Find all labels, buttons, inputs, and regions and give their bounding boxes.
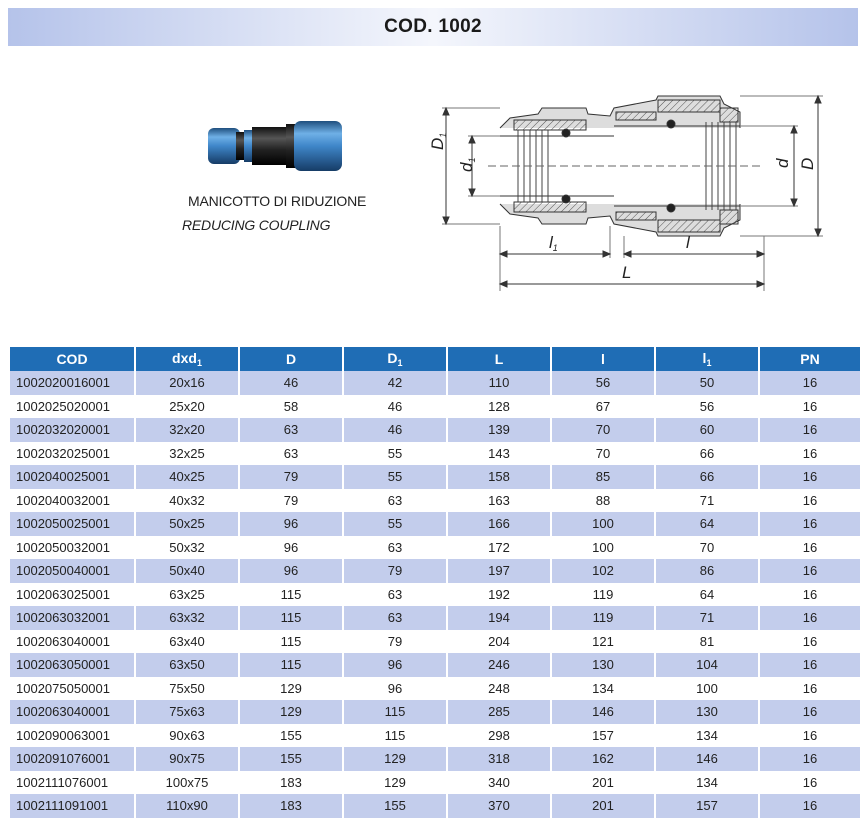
table-cell: 55 <box>344 442 446 466</box>
table-cell: 64 <box>656 512 758 536</box>
table-cell: 71 <box>656 606 758 630</box>
table-cell: 146 <box>552 700 654 724</box>
table-cell: 1002050025001 <box>10 512 134 536</box>
table-cell: 16 <box>760 418 860 442</box>
table-cell: 1002040025001 <box>10 465 134 489</box>
table-cell: 79 <box>240 465 342 489</box>
table-cell: 96 <box>240 559 342 583</box>
table-cell: 340 <box>448 771 550 795</box>
table-cell: 56 <box>656 395 758 419</box>
table-cell: 16 <box>760 583 860 607</box>
column-header: COD <box>10 347 134 371</box>
table-cell: 85 <box>552 465 654 489</box>
table-cell: 16 <box>760 653 860 677</box>
table-cell: 121 <box>552 630 654 654</box>
table-cell: 100 <box>552 536 654 560</box>
table-cell: 46 <box>240 371 342 395</box>
product-name-en: REDUCING COUPLING <box>182 217 331 233</box>
table-cell: 1002020016001 <box>10 371 134 395</box>
table-cell: 102 <box>552 559 654 583</box>
table-cell: 129 <box>344 771 446 795</box>
table-cell: 55 <box>344 512 446 536</box>
table-cell: 60 <box>656 418 758 442</box>
table-cell: 115 <box>240 606 342 630</box>
table-cell: 16 <box>760 465 860 489</box>
table-cell: 96 <box>344 653 446 677</box>
table-cell: 66 <box>656 442 758 466</box>
table-cell: 25x20 <box>136 395 238 419</box>
table-cell: 63 <box>344 606 446 630</box>
table-cell: 183 <box>240 794 342 818</box>
table-header-row <box>10 347 860 371</box>
table-row <box>10 489 860 513</box>
table-cell: 75x63 <box>136 700 238 724</box>
table-cell: 157 <box>656 794 758 818</box>
table-row <box>10 794 860 818</box>
product-photo <box>206 118 346 173</box>
table-row <box>10 395 860 419</box>
table-cell: 70 <box>552 442 654 466</box>
table-cell: 285 <box>448 700 550 724</box>
table-cell: 119 <box>552 583 654 607</box>
table-cell: 63 <box>240 442 342 466</box>
table-cell: 81 <box>656 630 758 654</box>
table-cell: 119 <box>552 606 654 630</box>
table-cell: 201 <box>552 794 654 818</box>
table-cell: 42 <box>344 371 446 395</box>
table-cell: 110 <box>448 371 550 395</box>
column-header: D <box>240 347 342 371</box>
column-header: PN <box>760 347 860 371</box>
column-header: $l_1$ <box>656 347 758 371</box>
table-cell: 318 <box>448 747 550 771</box>
table-cell: 134 <box>656 724 758 748</box>
table-cell: 115 <box>240 583 342 607</box>
table-cell: 1002111091001 <box>10 794 134 818</box>
table-row <box>10 418 860 442</box>
table-cell: 96 <box>240 536 342 560</box>
table-cell: 79 <box>344 559 446 583</box>
table-row <box>10 677 860 701</box>
table-cell: 88 <box>552 489 654 513</box>
table-cell: 1002090063001 <box>10 724 134 748</box>
table-cell: 1002040032001 <box>10 489 134 513</box>
table-cell: 63 <box>344 583 446 607</box>
table-row <box>10 771 860 795</box>
table-cell: 115 <box>344 700 446 724</box>
table-cell: 66 <box>656 465 758 489</box>
table-cell: 16 <box>760 442 860 466</box>
table-cell: 16 <box>760 395 860 419</box>
table-cell: 16 <box>760 489 860 513</box>
table-cell: 197 <box>448 559 550 583</box>
column-header: $D_1$ <box>344 347 446 371</box>
table-cell: 90x75 <box>136 747 238 771</box>
table-cell: 115 <box>344 724 446 748</box>
dim-label-D1: $D_1$ <box>428 132 448 150</box>
page-title: COD. 1002 <box>384 16 482 37</box>
table-cell: 110x90 <box>136 794 238 818</box>
table-cell: 194 <box>448 606 550 630</box>
table-cell: 1002075050001 <box>10 677 134 701</box>
table-cell: 129 <box>344 747 446 771</box>
table-cell: 146 <box>656 747 758 771</box>
table-cell: 16 <box>760 630 860 654</box>
table-cell: 79 <box>240 489 342 513</box>
table-cell: 1002050032001 <box>10 536 134 560</box>
table-cell: 1002050040001 <box>10 559 134 583</box>
table-row <box>10 512 860 536</box>
table-cell: 46 <box>344 395 446 419</box>
table-cell: 16 <box>760 700 860 724</box>
table-cell: 134 <box>552 677 654 701</box>
dim-label-d1: $d_1$ <box>457 157 477 172</box>
table-cell: 370 <box>448 794 550 818</box>
table-cell: 130 <box>552 653 654 677</box>
table-cell: 201 <box>552 771 654 795</box>
table-cell: 155 <box>240 724 342 748</box>
table-row <box>10 442 860 466</box>
table-cell: 40x25 <box>136 465 238 489</box>
table-cell: 67 <box>552 395 654 419</box>
table-cell: 96 <box>344 677 446 701</box>
table-cell: 50x40 <box>136 559 238 583</box>
table-cell: 40x32 <box>136 489 238 513</box>
table-cell: 90x63 <box>136 724 238 748</box>
table-cell: 16 <box>760 559 860 583</box>
dim-label-D: D <box>798 157 817 170</box>
table-cell: 157 <box>552 724 654 748</box>
table-cell: 56 <box>552 371 654 395</box>
dim-label-l1: $l_1$ <box>549 233 558 253</box>
table-cell: 1002063032001 <box>10 606 134 630</box>
column-header: l <box>552 347 654 371</box>
table-cell: 63 <box>344 489 446 513</box>
table-cell: 1002032025001 <box>10 442 134 466</box>
table-cell: 16 <box>760 794 860 818</box>
table-cell: 63x32 <box>136 606 238 630</box>
table-cell: 58 <box>240 395 342 419</box>
table-cell: 115 <box>240 653 342 677</box>
table-row <box>10 583 860 607</box>
table-cell: 172 <box>448 536 550 560</box>
table-cell: 79 <box>344 630 446 654</box>
table-cell: 46 <box>344 418 446 442</box>
table-cell: 155 <box>240 747 342 771</box>
table-cell: 1002025020001 <box>10 395 134 419</box>
table-cell: 1002063025001 <box>10 583 134 607</box>
table-cell: 50 <box>656 371 758 395</box>
table-row <box>10 371 860 395</box>
table-cell: 32x25 <box>136 442 238 466</box>
table-cell: 183 <box>240 771 342 795</box>
table-cell: 63x25 <box>136 583 238 607</box>
table-cell: 16 <box>760 771 860 795</box>
table-cell: 16 <box>760 536 860 560</box>
dim-label-L: L <box>622 263 632 282</box>
title-bar <box>8 8 858 46</box>
column-header: L <box>448 347 550 371</box>
table-cell: 63 <box>240 418 342 442</box>
table-cell: 1002091076001 <box>10 747 134 771</box>
table-row <box>10 465 860 489</box>
table-cell: 104 <box>656 653 758 677</box>
table-cell: 128 <box>448 395 550 419</box>
table-cell: 100x75 <box>136 771 238 795</box>
dim-label-d: d <box>773 158 792 168</box>
table-cell: 166 <box>448 512 550 536</box>
table-cell: 115 <box>240 630 342 654</box>
table-cell: 63 <box>344 536 446 560</box>
table-cell: 96 <box>240 512 342 536</box>
table-cell: 16 <box>760 677 860 701</box>
table-cell: 100 <box>552 512 654 536</box>
table-cell: 75x50 <box>136 677 238 701</box>
table-cell: 16 <box>760 747 860 771</box>
table-row <box>10 606 860 630</box>
table-cell: 50x32 <box>136 536 238 560</box>
technical-drawing <box>418 86 848 296</box>
table-cell: 86 <box>656 559 758 583</box>
table-body <box>10 371 860 818</box>
table-cell: 16 <box>760 512 860 536</box>
table-cell: 155 <box>344 794 446 818</box>
table-cell: 192 <box>448 583 550 607</box>
table-cell: 70 <box>552 418 654 442</box>
table-cell: 130 <box>656 700 758 724</box>
table-cell: 71 <box>656 489 758 513</box>
table-cell: 248 <box>448 677 550 701</box>
table-row <box>10 630 860 654</box>
product-name-it: MANICOTTO DI RIDUZIONE <box>188 193 367 209</box>
table-cell: 55 <box>344 465 446 489</box>
table-cell: 158 <box>448 465 550 489</box>
table-cell: 1002063050001 <box>10 653 134 677</box>
table-cell: 100 <box>656 677 758 701</box>
table-cell: 1002063040001 <box>10 700 134 724</box>
table-cell: 246 <box>448 653 550 677</box>
table-cell: 204 <box>448 630 550 654</box>
table-cell: 70 <box>656 536 758 560</box>
table-cell: 1002032020001 <box>10 418 134 442</box>
table-cell: 63x50 <box>136 653 238 677</box>
table-cell: 143 <box>448 442 550 466</box>
table-cell: 1002111076001 <box>10 771 134 795</box>
table-cell: 20x16 <box>136 371 238 395</box>
table-row <box>10 700 860 724</box>
table-cell: 16 <box>760 371 860 395</box>
table-cell: 16 <box>760 724 860 748</box>
table-cell: 32x20 <box>136 418 238 442</box>
table-row <box>10 559 860 583</box>
table-cell: 134 <box>656 771 758 795</box>
table-cell: 129 <box>240 677 342 701</box>
table-cell: 298 <box>448 724 550 748</box>
table-cell: 1002063040001 <box>10 630 134 654</box>
table-cell: 163 <box>448 489 550 513</box>
table-row <box>10 747 860 771</box>
table-row <box>10 653 860 677</box>
table-cell: 50x25 <box>136 512 238 536</box>
table-cell: 64 <box>656 583 758 607</box>
spec-table <box>8 347 862 818</box>
table-row <box>10 724 860 748</box>
table-cell: 162 <box>552 747 654 771</box>
table-cell: 16 <box>760 606 860 630</box>
table-cell: 139 <box>448 418 550 442</box>
table-cell: 63x40 <box>136 630 238 654</box>
column-header: dxd$_1$ <box>136 347 238 371</box>
table-row <box>10 536 860 560</box>
dim-label-l: l <box>686 233 690 252</box>
table-cell: 129 <box>240 700 342 724</box>
